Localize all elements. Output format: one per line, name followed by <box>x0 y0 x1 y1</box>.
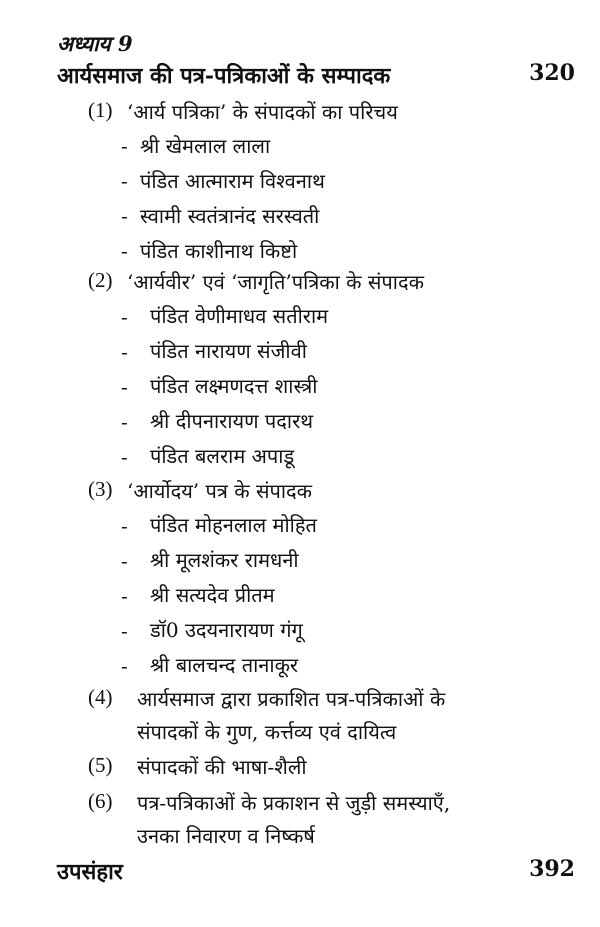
list-item: श्री सत्यदेव प्रीतम <box>150 583 275 607</box>
chapter-label: अध्याय 9 <box>57 31 133 56</box>
section-title: ‘आर्योदय’ पत्र के संपादक <box>127 479 313 503</box>
list-item: श्री खेमलाल लाला <box>140 134 271 158</box>
section-title: ‘आर्य पत्रिका’ के संपादकों का परिचय <box>127 100 398 124</box>
list-dash: - <box>121 239 128 263</box>
section-text: आर्यसमाज द्वारा प्रकाशित पत्र-पत्रिकाओं के <box>137 687 446 711</box>
list-dash: - <box>121 654 128 678</box>
list-dash: - <box>121 584 128 608</box>
conclusion-entry <box>57 856 575 888</box>
section-text: उनका निवारण व निष्कर्ष <box>137 824 315 848</box>
section-text: संपादकों की भाषा-शैली <box>137 755 307 779</box>
chapter-heading <box>57 60 575 92</box>
list-dash: - <box>121 340 128 364</box>
list-item: पंडित आत्माराम विश्वनाथ <box>140 169 325 193</box>
list-dash: - <box>121 549 128 573</box>
list-dash: - <box>121 514 128 538</box>
list-dash: - <box>121 375 128 399</box>
section-number: (1) <box>88 98 113 122</box>
conclusion-title: उपसंहार <box>57 859 123 885</box>
list-item: डॉ0 उदयनारायण गंगू <box>150 618 303 642</box>
list-item: श्री मूलशंकर रामधनी <box>150 548 299 572</box>
list-dash: - <box>121 445 128 469</box>
list-dash: - <box>121 619 128 643</box>
list-dash: - <box>121 134 128 158</box>
list-dash: - <box>121 305 128 329</box>
chapter-title: आर्यसमाज की पत्र-पत्रिकाओं के सम्पादक <box>57 63 391 89</box>
list-item: पंडित वेणीमाधव सतीराम <box>150 304 329 328</box>
section-text: पत्र-पत्रिकाओं के प्रकाशन से जुड़ी समस्याएँ, <box>137 791 451 815</box>
list-item: पंडित मोहनलाल मोहित <box>150 513 317 537</box>
list-item: श्री दीपनारायण पदारथ <box>150 409 314 433</box>
list-item: श्री बालचन्द तानाकूर <box>150 653 299 677</box>
section-text: संपादकों के गुण, कर्त्तव्य एवं दायित्व <box>137 720 397 744</box>
section-number: (2) <box>88 268 113 292</box>
list-item: स्वामी स्वतंत्रानंद सरस्वती <box>140 204 320 228</box>
list-dash: - <box>121 204 128 228</box>
section-title: ‘आर्यवीर’ एवं ‘जागृति’पत्रिका के संपादक <box>127 270 424 294</box>
section-number: (4) <box>88 685 113 709</box>
list-dash: - <box>121 410 128 434</box>
list-item: पंडित लक्ष्मणदत्त शास्त्री <box>150 374 318 398</box>
chapter-page-number: 320 <box>529 60 575 86</box>
section-number: (6) <box>88 789 113 813</box>
section-number: (5) <box>88 753 113 777</box>
list-item: पंडित काशीनाथ किष्टो <box>140 239 298 263</box>
conclusion-page-number: 392 <box>529 856 575 882</box>
section-number: (3) <box>88 477 113 501</box>
list-dash: - <box>121 169 128 193</box>
list-item: पंडित नारायण संजीवी <box>150 339 307 363</box>
list-item: पंडित बलराम अपाडू <box>150 444 295 468</box>
